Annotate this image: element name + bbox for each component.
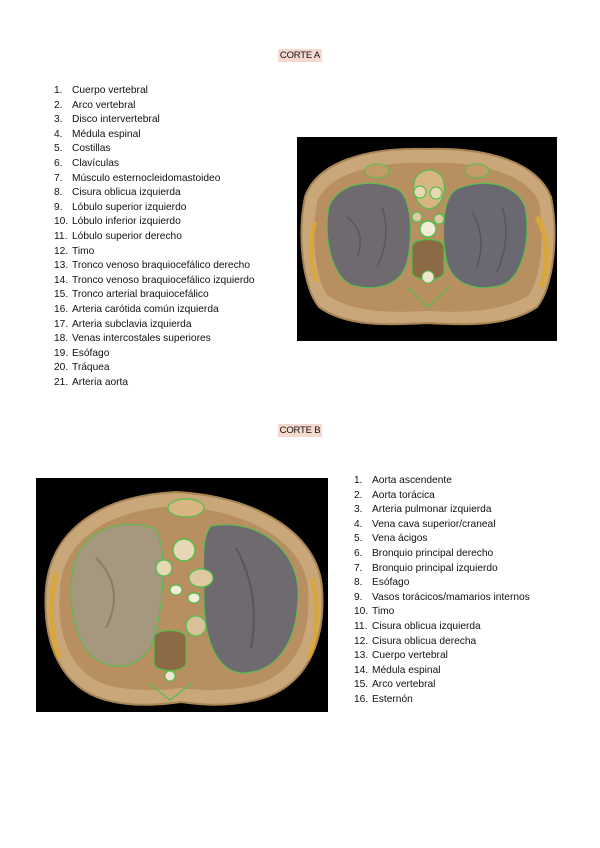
legend-item-number: 13. (354, 650, 369, 662)
legend-item (354, 489, 530, 504)
legend-item (354, 547, 530, 562)
legend-item (354, 605, 530, 620)
section-b-legend (354, 474, 530, 708)
legend-item-number: 5. (354, 533, 363, 545)
legend-item (54, 361, 255, 376)
legend-item-label: Bronquio principal izquierdo (372, 562, 498, 574)
legend-item-label: Arteria carótida común izquierda (72, 303, 219, 315)
legend-item-number: 17. (54, 318, 69, 330)
legend-item (54, 186, 255, 201)
legend-item-label: Tronco arterial braquiocefálico (72, 289, 209, 301)
legend-item (54, 215, 255, 230)
legend-item-number: 11. (54, 230, 68, 242)
legend-item (354, 503, 530, 518)
legend-item (54, 113, 255, 128)
legend-item (54, 376, 255, 391)
legend-item-label: Lóbulo superior derecho (72, 230, 182, 242)
legend-item-number: 14. (354, 664, 369, 676)
legend-item-number: 7. (354, 562, 363, 574)
legend-item (354, 678, 530, 693)
legend-item-label: Costillas (72, 143, 111, 155)
section-a-heading (0, 50, 600, 61)
legend-item (354, 576, 530, 591)
thorax-section-b-graphic (36, 478, 328, 712)
legend-item-number: 12. (54, 245, 69, 257)
section-a-legend (54, 84, 255, 390)
legend-item-label: Esternón (372, 693, 413, 705)
legend-item-label: Cisura oblicua izquierda (372, 620, 481, 632)
legend-item (54, 347, 255, 362)
section-b-anatomy-image (36, 478, 328, 712)
legend-item-label: Aorta torácica (372, 489, 435, 501)
legend-item (54, 201, 255, 216)
legend-item-number: 18. (54, 333, 69, 345)
section-b-heading-text: CORTE B (279, 425, 321, 436)
legend-item-number: 4. (54, 128, 63, 140)
legend-item-number: 21. (54, 376, 69, 388)
legend-item-label: Lóbulo superior izquierdo (72, 201, 187, 213)
legend-item (54, 245, 255, 260)
legend-item-number: 5. (54, 143, 63, 155)
legend-item-number: 19. (54, 347, 69, 359)
legend-item-label: Médula espinal (372, 664, 441, 676)
legend-item (54, 303, 255, 318)
legend-item (354, 518, 530, 533)
legend-item-number: 2. (354, 489, 363, 501)
legend-item-number: 1. (54, 85, 63, 96)
legend-item (54, 84, 255, 99)
legend-item-number: 15. (54, 289, 69, 301)
legend-item-label: Esófago (372, 577, 410, 589)
legend-item (354, 693, 530, 708)
legend-item-number: 10. (354, 606, 369, 618)
legend-item (54, 142, 255, 157)
legend-item (354, 649, 530, 664)
legend-item-number: 20. (54, 362, 69, 374)
legend-item-label: Aorta ascendente (372, 475, 452, 486)
section-b-heading (0, 425, 600, 436)
legend-item (54, 128, 255, 143)
section-a-heading-text: CORTE A (279, 50, 321, 61)
legend-item (54, 288, 255, 303)
legend-item-label: Vasos torácicos/mamarios internos (372, 591, 530, 603)
legend-item-number: 9. (354, 591, 363, 603)
legend-item (354, 532, 530, 547)
legend-item-number: 12. (354, 635, 369, 647)
legend-item-label: Cuerpo vertebral (72, 85, 148, 96)
legend-item-number: 10. (54, 216, 69, 228)
legend-item-label: Vena ácigos (372, 533, 428, 545)
legend-item (354, 664, 530, 679)
legend-item-label: Timo (72, 245, 95, 257)
legend-item (354, 620, 530, 635)
legend-item-label: Arteria aorta (72, 376, 129, 388)
legend-item-number: 6. (54, 157, 63, 169)
legend-item-number: 4. (354, 518, 363, 530)
legend-item-number: 7. (54, 172, 63, 184)
legend-item-label: Venas intercostales superiores (72, 333, 211, 345)
legend-item-label: Vena cava superior/craneal (372, 518, 496, 530)
legend-item-number: 11. (354, 620, 368, 632)
legend-item-label: Tronco venoso braquiocefálico derecho (72, 260, 251, 272)
legend-item-label: Bronquio principal derecho (372, 547, 494, 559)
legend-item-number: 8. (54, 187, 63, 199)
legend-item-label: Cuerpo vertebral (372, 650, 448, 662)
legend-item-label: Arco vertebral (72, 99, 136, 111)
legend-item-label: Arteria subclavia izquierda (72, 318, 192, 330)
legend-item-label: Esófago (72, 347, 110, 359)
legend-item (54, 332, 255, 347)
legend-item-number: 3. (54, 114, 63, 126)
legend-item (54, 157, 255, 172)
legend-item (54, 274, 255, 289)
legend-item-number: 6. (354, 547, 363, 559)
legend-item-number: 14. (54, 274, 69, 286)
legend-item (354, 635, 530, 650)
legend-item-label: Lóbulo inferior izquierdo (72, 216, 181, 228)
legend-item (54, 318, 255, 333)
legend-item-label: Arco vertebral (372, 679, 436, 691)
legend-item-label: Cisura oblicua derecha (372, 635, 477, 647)
legend-item-number: 8. (354, 577, 363, 589)
legend-item-label: Médula espinal (72, 128, 141, 140)
section-a-anatomy-image (297, 137, 557, 341)
legend-item (54, 259, 255, 274)
legend-item (54, 230, 255, 245)
legend-item-number: 2. (54, 99, 63, 111)
legend-item (354, 562, 530, 577)
legend-item (354, 591, 530, 606)
legend-item-label: Arteria pulmonar izquierda (372, 504, 492, 516)
legend-item (54, 172, 255, 187)
legend-item (354, 474, 530, 489)
legend-item-number: 16. (54, 303, 69, 315)
legend-item-number: 13. (54, 260, 69, 272)
legend-item-number: 3. (354, 504, 363, 516)
legend-item-label: Tráquea (72, 362, 110, 374)
legend-item-number: 16. (354, 693, 369, 705)
legend-item-label: Músculo esternocleidomastoideo (72, 172, 221, 184)
legend-item-number: 15. (354, 679, 369, 691)
legend-item-label: Disco intervertebral (72, 114, 160, 126)
legend-item-label: Tronco venoso braquiocefálico izquierdo (72, 274, 255, 286)
legend-item-label: Cisura oblicua izquierda (72, 187, 181, 199)
legend-item-label: Timo (372, 606, 395, 618)
legend-item-number: 9. (54, 201, 63, 213)
thorax-section-a-graphic (297, 137, 557, 341)
legend-item (54, 99, 255, 114)
legend-item-label: Clavículas (72, 157, 119, 169)
legend-item-number: 1. (354, 475, 363, 486)
